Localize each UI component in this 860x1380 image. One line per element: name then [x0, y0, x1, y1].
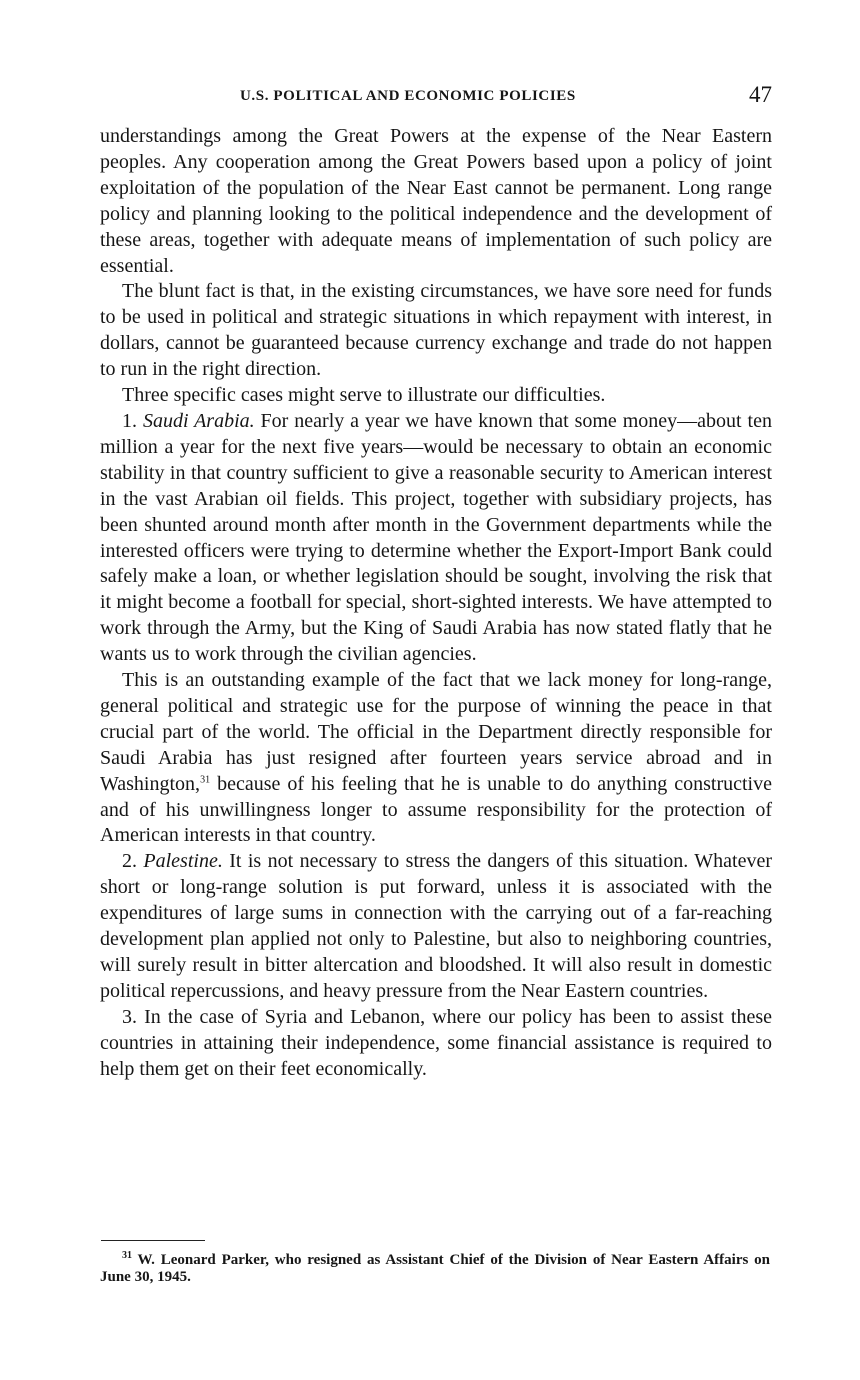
footnote-divider — [101, 1240, 205, 1241]
paragraph-5-text-a: This is an outstanding example of the fact that we lack money for long-range, general political and strategic use for the purpose of winning the peace in that crucial part of the world. The official in the Department directly responsible for Saudi Arabia has just resigned after fourteen years service abroad and in Washington, — [100, 669, 772, 795]
footnote-marker: 31 — [122, 1250, 132, 1261]
paragraph-2: The blunt fact is that, in the existing circumstances, we have sore need for funds to be used in political and strategic situations in which repayment with interest, in dollars, cannot be guaranteed because currency exchange and trade do not happen to run in the right direction. — [100, 280, 772, 381]
footnote-text: W. Leonard Parker, who resigned as Assistant Chief of the Division of Near Eastern Affairs on June 30, 1945. — [100, 1252, 770, 1285]
paragraph-palestine — [100, 849, 772, 1004]
paragraph-5 — [100, 668, 772, 849]
running-title: U.S. POLITICAL AND ECONOMIC POLICIES — [240, 88, 576, 104]
footnote — [100, 1252, 770, 1286]
case-title-saudi-arabia: Saudi Arabia. — [142, 409, 255, 432]
paragraph-5-text-b: because of his feeling that he is unable to do anything constructive and of his unwillingness longer to assume responsibility for the protection of American interests in that country. — [100, 772, 772, 847]
paragraph-syria-lebanon: 3. In the case of Syria and Lebanon, where our policy has been to assist these countries in attaining their independence, some financial assistance is required to help them get on their feet economically. — [100, 1005, 772, 1080]
body-text — [100, 124, 772, 1083]
case-number-1: 1. — [122, 409, 137, 432]
case-title-palestine: Palestine. — [143, 850, 223, 873]
case-text-palestine: It is not necessary to stress the dangers of this situation. Whatever short or long-range solution is put forward, unless it is associated with the expenditures of large sums in connection with the carrying out of a far-reaching development plan applied not only to Palestine, but also to neighboring countries, will surely result in bitter altercation and bloodshed. It will also result in domestic political repercussions, and heavy pressure from the Near Eastern countries. — [100, 850, 772, 1002]
footnote-reference: 31 — [200, 774, 211, 785]
page-number: 47 — [749, 82, 772, 107]
paragraph-saudi-arabia — [100, 409, 772, 668]
paragraph-3: Three specific cases might serve to illustrate our difficulties. — [122, 384, 606, 407]
case-number-2: 2. — [122, 850, 137, 873]
paragraph-1: understandings among the Great Powers at the expense of the Near Eastern peoples. Any cooperation among the Great Powers based upon a policy of joint exploitation of the population of the Near East cannot be permanent. Long range policy and planning looking to the political independence and the development of these areas, together with adequate means of implementation of such policy are essential. — [100, 125, 772, 277]
page-header — [100, 82, 772, 112]
case-text-saudi-arabia: For nearly a year we have known that some money—about ten million a year for the next five years—would be necessary to obtain an economic stability in that country sufficient to give a reasonable security to American interest in the vast Arabian oil fields. This project, together with subsidiary projects, has been shunted around month after month in the Government departments while the interested officers were trying to determine whether the Export-Import Bank could safely make a loan, or whether legislation should be sought, involving the risk that it might become a football for special, short-sighted interests. We have attempted to work through the Army, but the King of Saudi Arabia has now stated flatly that he wants us to work through the civilian agencies. — [100, 409, 772, 666]
